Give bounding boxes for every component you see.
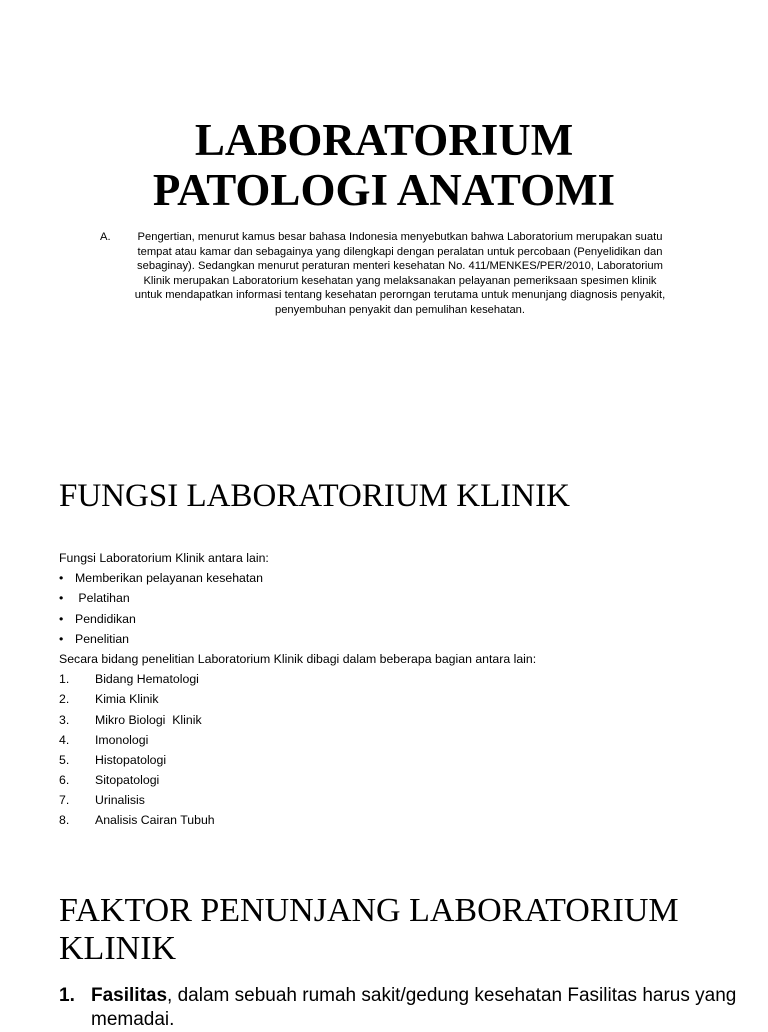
list-item-text: Imonologi — [95, 732, 149, 747]
list-item — [59, 790, 719, 810]
title-line-1: FAKTOR PENUNJANG LABORATORIUM — [59, 892, 679, 929]
list-marker: A. — [100, 231, 111, 243]
faktor-body — [59, 984, 739, 1032]
list-item — [59, 609, 719, 629]
list-number: 5. — [59, 752, 70, 767]
bidang-intro: Secara bidang penelitian Laboratorium Klinik dibagi dalam beberapa bagian antara lain: — [59, 651, 537, 666]
item-text: , dalam sebuah rumah sakit/gedung kesehatan Fasilitas harus yang memadai. — [91, 985, 737, 1030]
bullet-icon: • — [59, 571, 64, 586]
list-item — [59, 810, 719, 830]
bullet-icon: • — [59, 631, 64, 646]
list-item — [59, 984, 739, 1032]
list-item-text: Pelatihan — [75, 591, 130, 606]
title-line-2: PATOLOGI ANATOMI — [152, 165, 616, 215]
bullet-icon: • — [59, 591, 64, 606]
list-item-text: Histopatologi — [95, 752, 167, 767]
fungsi-body — [59, 548, 719, 831]
item-label: Fasilitas — [91, 985, 168, 1006]
list-item — [59, 588, 719, 608]
definition-paragraph — [100, 230, 670, 317]
list-item — [59, 689, 719, 709]
document-title — [0, 115, 768, 215]
list-item-text: Penelitian — [75, 631, 130, 646]
title-line-1: LABORATORIUM — [194, 115, 574, 165]
list-number: 7. — [59, 793, 70, 808]
list-number: 3. — [59, 712, 70, 727]
section-title-fungsi: FUNGSI LABORATORIUM KLINIK — [59, 478, 570, 514]
list-item-text: Urinalisis — [95, 793, 145, 808]
list-item-text: Analisis Cairan Tubuh — [95, 813, 215, 828]
list-item — [59, 750, 719, 770]
list-item — [59, 568, 719, 588]
definition-text: Pengertian, menurut kamus besar bahasa Indonesia menyebutkan bahwa Laboratorium merupakan suatu tempat atau kamar dan sebagainya yang dilengkapi dengan peralatan untuk percobaan (Penyelidikan dan sebaginay). Sedangkan menurut peraturan menteri kesehatan No. 411/MENKES/PER/2010, Laboratorium Klinik merupakan Laboratorium kesehatan yang melaksanakan pelayanan pemeriksaan spesimen klinik untuk mendapatkan informasi tentang kesehatan perorngan terutama untuk menunjang diagnosis penyakit, penyembuhan penyakit dan pemulihan kesehatan. — [134, 231, 666, 316]
section-title-faktor — [59, 892, 679, 968]
list-item-text: Mikro Biologi Klinik — [95, 712, 202, 727]
list-item — [59, 629, 719, 649]
list-item — [59, 710, 719, 730]
list-number: 6. — [59, 773, 70, 788]
title-line-2: KLINIK — [59, 930, 177, 967]
list-number: 2. — [59, 692, 70, 707]
list-number: 1. — [59, 672, 70, 687]
fungsi-intro: Fungsi Laboratorium Klinik antara lain: — [59, 551, 269, 565]
list-item — [59, 770, 719, 790]
list-item-text: Bidang Hematologi — [95, 672, 199, 687]
bullet-icon: • — [59, 611, 64, 626]
list-item-text: Pendidikan — [75, 611, 136, 626]
list-item-text: Kimia Klinik — [95, 692, 159, 707]
list-item — [59, 669, 719, 689]
list-item-text: Sitopatologi — [95, 773, 160, 788]
list-number: 4. — [59, 732, 70, 747]
list-item-text: Memberikan pelayanan kesehatan — [75, 571, 263, 586]
list-item — [59, 730, 719, 750]
list-number: 8. — [59, 813, 70, 828]
list-number: 1. — [59, 985, 75, 1006]
